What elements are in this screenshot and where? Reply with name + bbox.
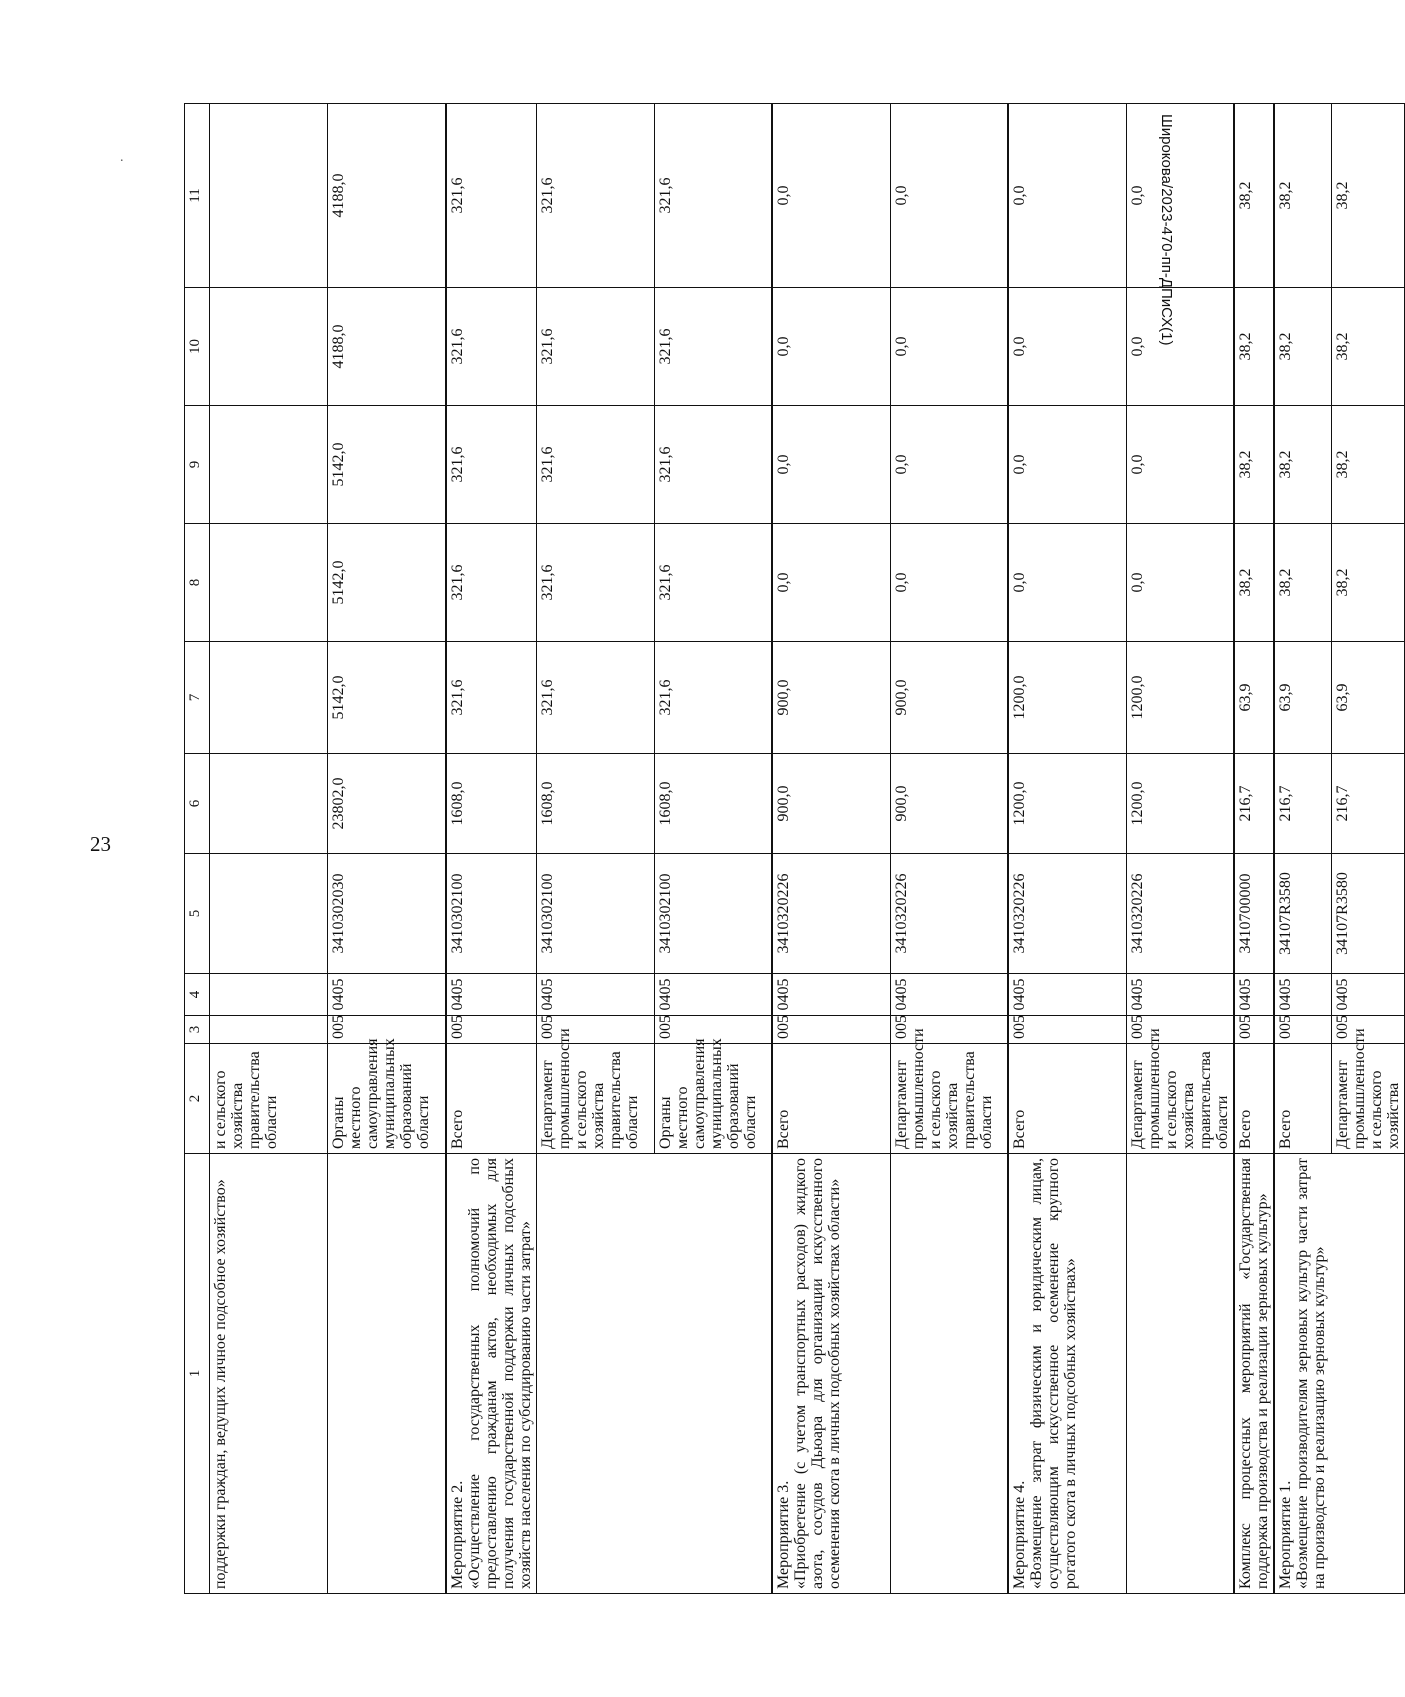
value-cell: 900,0: [890, 754, 1008, 854]
responsible-cell: Всего: [772, 1044, 890, 1154]
activity-cell: Мероприятие 3. «Приобретение (с учетом транспортных расходов) жидкого азота, сосудов Дьюара для организации искусственного осеменения скота в личных подсобных хозяйствах области»: [772, 1154, 890, 1594]
value-cell: [210, 288, 328, 406]
value-cell: 321,6: [446, 406, 537, 524]
header-row: [185, 104, 210, 1594]
activity-cell: Мероприятие 2. «Осуществление государственных полномочий по предоставлению гражданам актов, необходимых для получения государственной поддержки личных подсобных хозяйств населения по субсидированию части затрат»: [446, 1154, 537, 1594]
value-cell: 005: [654, 1016, 772, 1044]
table-row: [1126, 104, 1234, 1594]
value-cell: 005: [1234, 1016, 1274, 1044]
value-cell: 1608,0: [536, 754, 654, 854]
activity-cell: [890, 1154, 1008, 1594]
value-cell: 5142,0: [328, 406, 446, 524]
value-cell: 4188,0: [328, 288, 446, 406]
responsible-cell: Всего: [1274, 1044, 1332, 1154]
value-cell: 0405: [1126, 974, 1234, 1016]
value-cell: 34107R3580: [1274, 854, 1332, 974]
value-cell: 38,2: [1274, 104, 1332, 288]
value-cell: 1200,0: [1126, 754, 1234, 854]
value-cell: 321,6: [446, 524, 537, 642]
value-cell: 0,0: [1126, 406, 1234, 524]
value-cell: 005: [1332, 1016, 1405, 1044]
col-header: 11: [185, 104, 210, 288]
value-cell: 3410320226: [1008, 854, 1126, 974]
value-cell: 38,2: [1234, 406, 1274, 524]
value-cell: 38,2: [1332, 104, 1405, 288]
value-cell: 0405: [654, 974, 772, 1016]
responsible-cell: и сельского хозяйства правительства области: [210, 1044, 328, 1154]
value-cell: 0405: [1234, 974, 1274, 1016]
value-cell: 1608,0: [654, 754, 772, 854]
value-cell: [210, 104, 328, 288]
value-cell: 321,6: [536, 642, 654, 754]
value-cell: 0405: [890, 974, 1008, 1016]
value-cell: 63,9: [1234, 642, 1274, 754]
value-cell: 900,0: [890, 642, 1008, 754]
activity-cell: Комплекс процессных мероприятий «Государственная поддержка производства и реализации зерновых культур»: [1234, 1154, 1274, 1594]
value-cell: [210, 974, 328, 1016]
value-cell: 38,2: [1234, 524, 1274, 642]
value-cell: 0,0: [890, 288, 1008, 406]
activity-cell: Мероприятие 1. «Возмещение производителям зерновых культур части затрат на производство и реализацию зерновых культур»: [1274, 1154, 1405, 1594]
value-cell: 38,2: [1234, 288, 1274, 406]
value-cell: 0405: [328, 974, 446, 1016]
responsible-cell: Органы местного самоуправления муниципальных образований области: [654, 1044, 772, 1154]
value-cell: 0,0: [1008, 104, 1126, 288]
value-cell: 1200,0: [1008, 754, 1126, 854]
value-cell: 0,0: [772, 524, 890, 642]
value-cell: 0405: [772, 974, 890, 1016]
value-cell: 0,0: [890, 406, 1008, 524]
responsible-cell: Департамент промышленности и сельского хозяйства правительства области: [890, 1044, 1008, 1154]
responsible-cell: Всего: [1234, 1044, 1274, 1154]
value-cell: 0405: [1274, 974, 1332, 1016]
value-cell: 0,0: [890, 524, 1008, 642]
col-header: 2: [185, 1044, 210, 1154]
value-cell: 900,0: [772, 754, 890, 854]
table-row: [446, 104, 537, 1594]
value-cell: 005: [772, 1016, 890, 1044]
value-cell: 38,2: [1274, 524, 1332, 642]
value-cell: 5142,0: [328, 524, 446, 642]
col-header: 6: [185, 754, 210, 854]
value-cell: 0,0: [1008, 524, 1126, 642]
value-cell: 0,0: [1008, 288, 1126, 406]
value-cell: 1608,0: [446, 754, 537, 854]
col-header: 3: [185, 1016, 210, 1044]
table-row: [772, 104, 890, 1594]
col-header: 8: [185, 524, 210, 642]
col-header: 1: [185, 1154, 210, 1594]
scan-dot: .: [120, 150, 124, 165]
value-cell: 0,0: [1008, 406, 1126, 524]
activity-cell: [1126, 1154, 1234, 1594]
value-cell: 321,6: [446, 288, 537, 406]
value-cell: 005: [446, 1016, 537, 1044]
value-cell: 216,7: [1234, 754, 1274, 854]
value-cell: [210, 854, 328, 974]
value-cell: [210, 1016, 328, 1044]
responsible-cell: Всего: [446, 1044, 537, 1154]
value-cell: 34107R3580: [1332, 854, 1405, 974]
value-cell: 38,2: [1332, 406, 1405, 524]
responsible-cell: Департамент промышленности и сельского хозяйства: [1332, 1044, 1405, 1154]
value-cell: 321,6: [654, 524, 772, 642]
value-cell: 38,2: [1332, 524, 1405, 642]
value-cell: 0,0: [772, 288, 890, 406]
value-cell: 63,9: [1274, 642, 1332, 754]
activity-cell: Мероприятие 4. «Возмещение затрат физическим и юридическим лицам, осуществляющим искусственное осеменение крупного рогатого скота в личных подсобных хозяйствах»: [1008, 1154, 1126, 1594]
responsible-cell: Органы местного самоуправления муниципальных образований области: [328, 1044, 446, 1154]
table-row: [328, 104, 446, 1594]
activity-cell: [328, 1154, 446, 1594]
value-cell: 0405: [536, 974, 654, 1016]
value-cell: 63,9: [1332, 642, 1405, 754]
value-cell: [210, 642, 328, 754]
activity-cell: [536, 1154, 772, 1594]
col-header: 10: [185, 288, 210, 406]
value-cell: 321,6: [446, 104, 537, 288]
value-cell: 0405: [446, 974, 537, 1016]
value-cell: 3410302100: [446, 854, 537, 974]
activity-cell: поддержки граждан, ведущих личное подсобное хозяйство»: [210, 1154, 328, 1594]
value-cell: 0,0: [1126, 104, 1234, 288]
value-cell: 0,0: [1126, 524, 1234, 642]
value-cell: 0405: [1008, 974, 1126, 1016]
value-cell: 005: [890, 1016, 1008, 1044]
value-cell: 1200,0: [1008, 642, 1126, 754]
value-cell: 1200,0: [1126, 642, 1234, 754]
responsible-cell: Департамент промышленности и сельского хозяйства правительства области: [536, 1044, 654, 1154]
budget-table: [184, 103, 1405, 1594]
col-header: 9: [185, 406, 210, 524]
value-cell: 005: [1008, 1016, 1126, 1044]
value-cell: 321,6: [654, 406, 772, 524]
col-header: 4: [185, 974, 210, 1016]
value-cell: 005: [328, 1016, 446, 1044]
value-cell: 3410700000: [1234, 854, 1274, 974]
value-cell: 321,6: [536, 524, 654, 642]
value-cell: 0405: [1332, 974, 1405, 1016]
value-cell: 0,0: [772, 406, 890, 524]
value-cell: 321,6: [536, 104, 654, 288]
value-cell: 23802,0: [328, 754, 446, 854]
value-cell: 38,2: [1234, 104, 1274, 288]
value-cell: 38,2: [1332, 288, 1405, 406]
value-cell: 0,0: [772, 104, 890, 288]
value-cell: 38,2: [1274, 288, 1332, 406]
value-cell: 4188,0: [328, 104, 446, 288]
value-cell: 3410320226: [890, 854, 1008, 974]
document-footer: Широкова/2023-470-пп-ДПиСХ(1): [1158, 114, 1175, 346]
value-cell: 321,6: [446, 642, 537, 754]
value-cell: 321,6: [654, 288, 772, 406]
col-header: 5: [185, 854, 210, 974]
value-cell: 321,6: [536, 288, 654, 406]
value-cell: 321,6: [654, 104, 772, 288]
value-cell: 3410302100: [654, 854, 772, 974]
value-cell: 3410302030: [328, 854, 446, 974]
value-cell: [210, 754, 328, 854]
value-cell: 321,6: [654, 642, 772, 754]
table-row: [1008, 104, 1126, 1594]
value-cell: 38,2: [1274, 406, 1332, 524]
table-row: [536, 104, 654, 1594]
value-cell: 0,0: [1126, 288, 1234, 406]
value-cell: [210, 524, 328, 642]
value-cell: 005: [536, 1016, 654, 1044]
responsible-cell: Всего: [1008, 1044, 1126, 1154]
value-cell: 3410320226: [772, 854, 890, 974]
responsible-cell: Департамент промышленности и сельского хозяйства правительства области: [1126, 1044, 1234, 1154]
value-cell: 216,7: [1332, 754, 1405, 854]
table-row: [210, 104, 328, 1594]
value-cell: 3410320226: [1126, 854, 1234, 974]
value-cell: 0,0: [890, 104, 1008, 288]
value-cell: 005: [1274, 1016, 1332, 1044]
value-cell: 5142,0: [328, 642, 446, 754]
table-row: [890, 104, 1008, 1594]
value-cell: 216,7: [1274, 754, 1332, 854]
table-row: [1274, 104, 1332, 1594]
value-cell: 3410302100: [536, 854, 654, 974]
value-cell: 900,0: [772, 642, 890, 754]
page-number: 23: [90, 832, 111, 856]
value-cell: 321,6: [536, 406, 654, 524]
value-cell: 005: [1126, 1016, 1234, 1044]
col-header: 7: [185, 642, 210, 754]
table-row: [1234, 104, 1274, 1594]
value-cell: [210, 406, 328, 524]
